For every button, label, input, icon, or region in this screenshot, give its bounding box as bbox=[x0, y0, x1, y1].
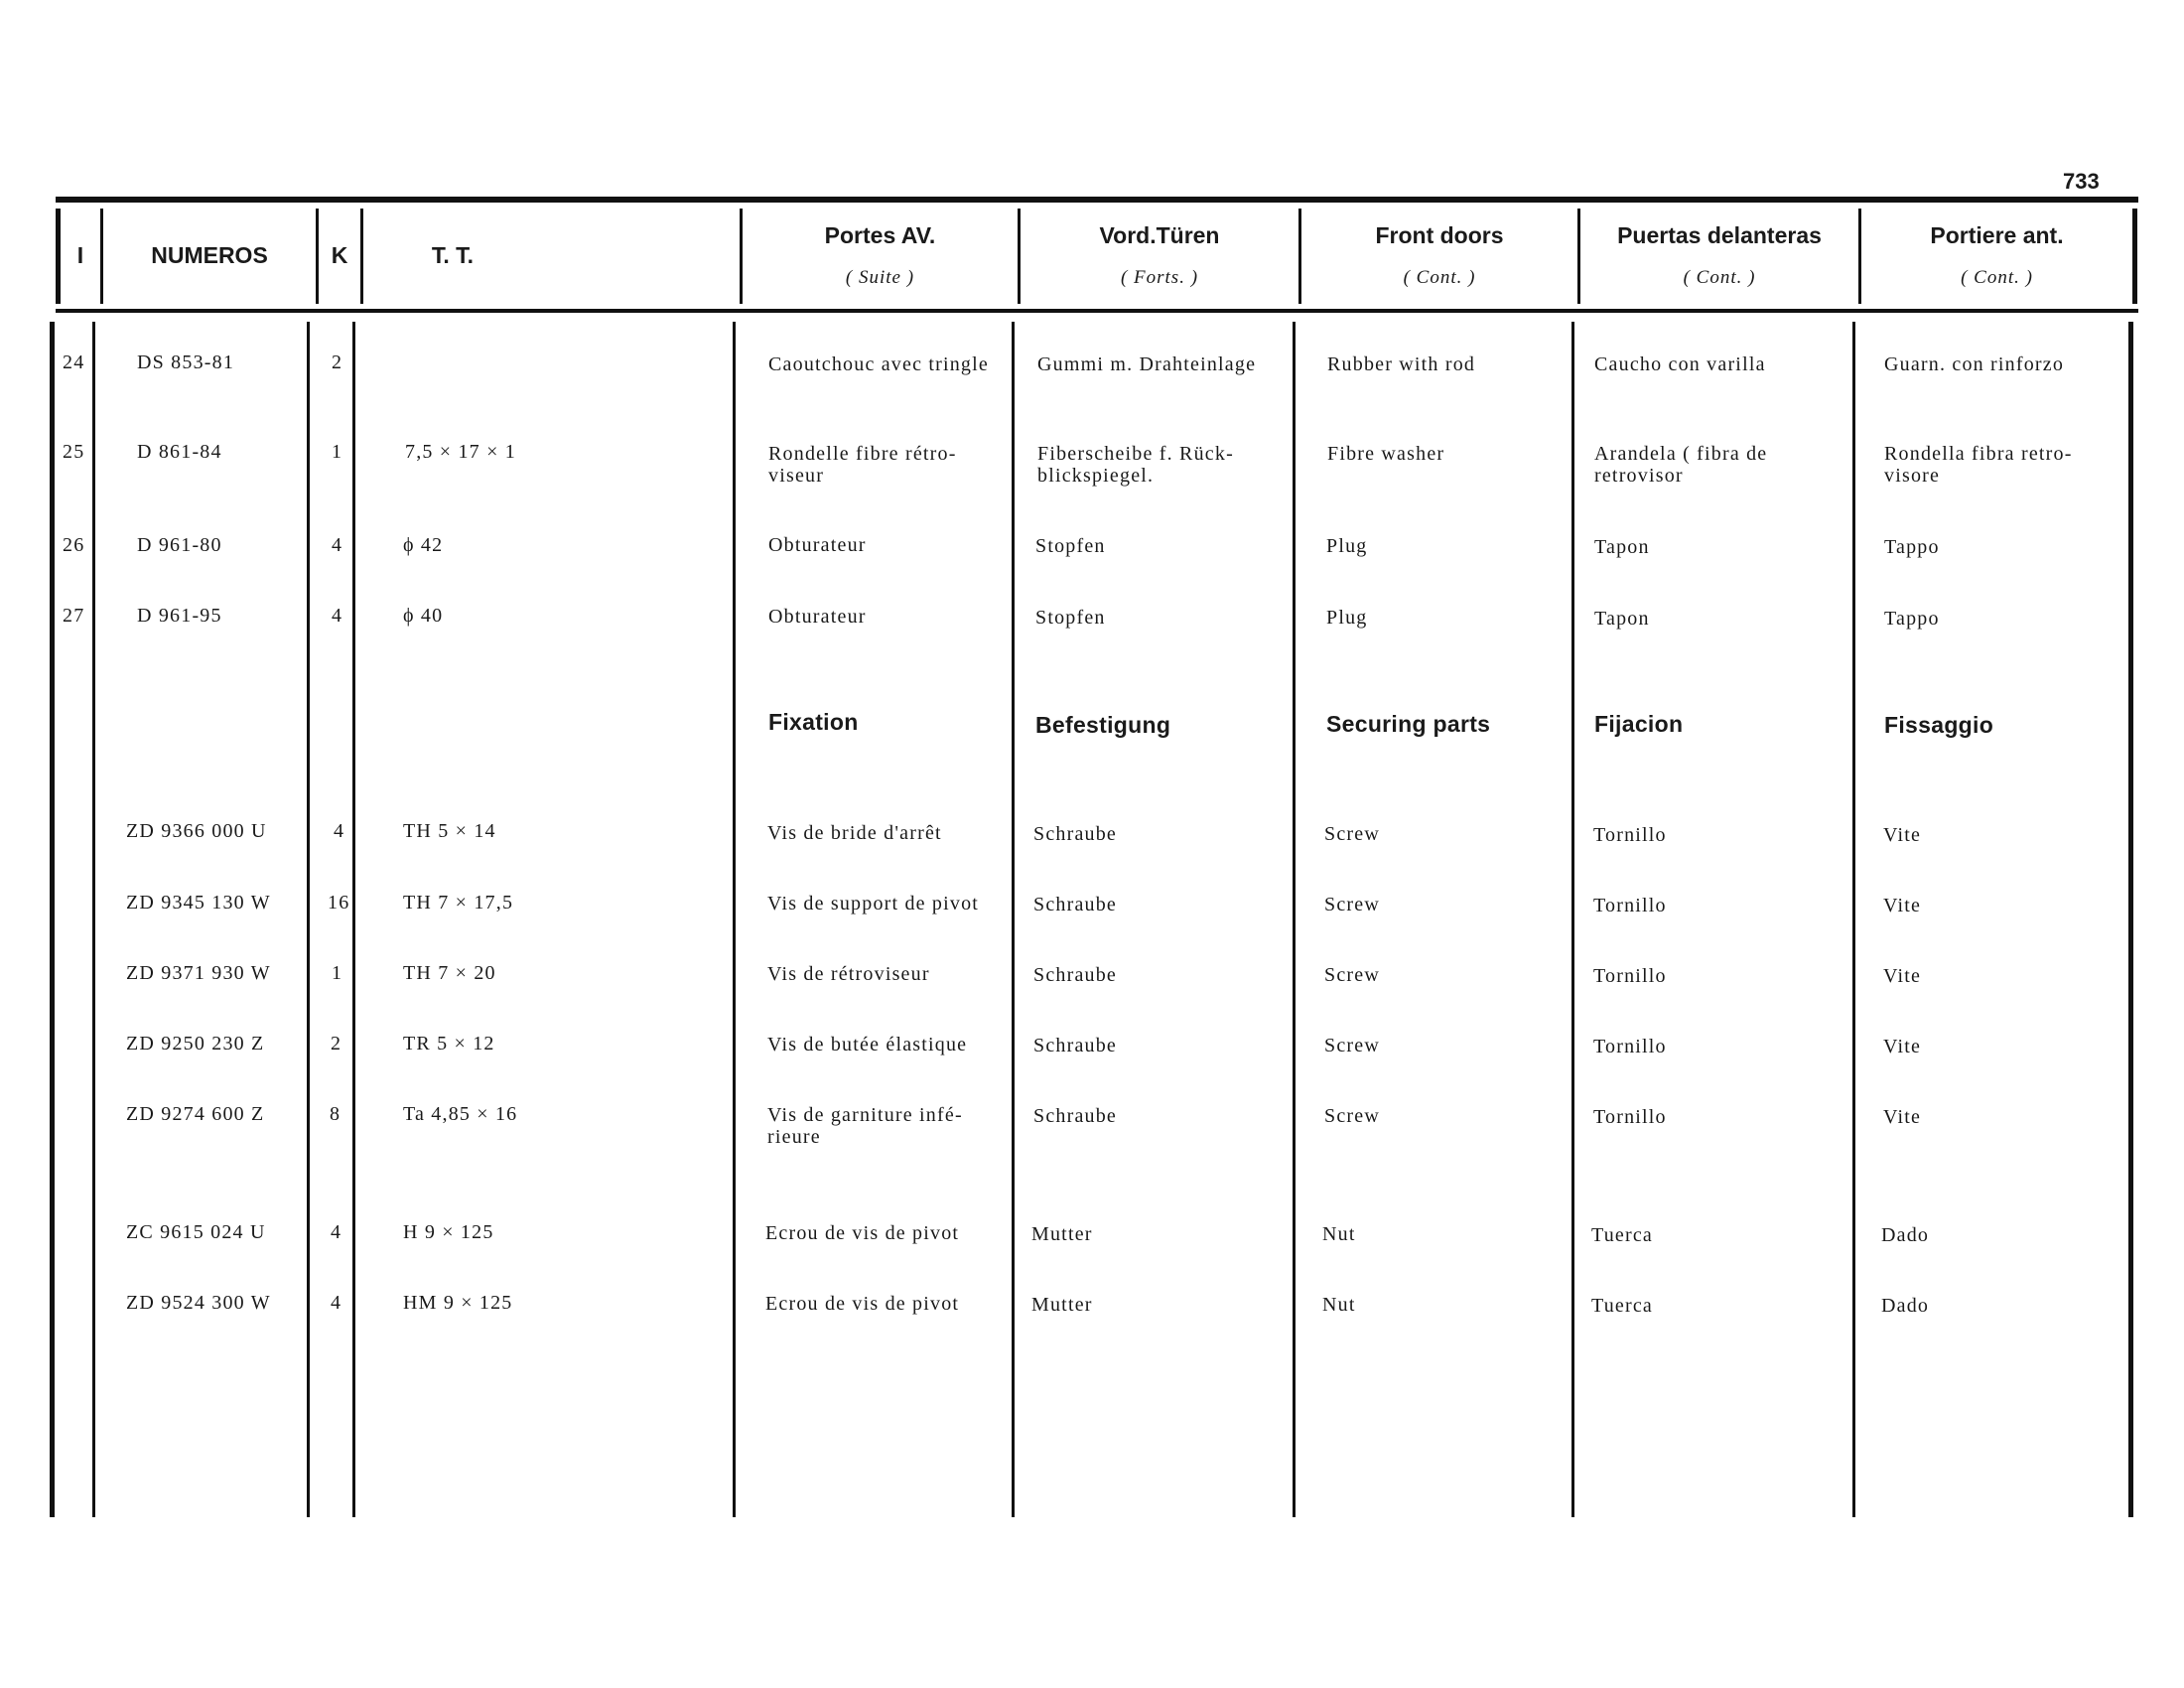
quantity: 8 bbox=[330, 1103, 341, 1125]
description-it: Dado bbox=[1881, 1224, 1930, 1246]
quantity: 1 bbox=[332, 441, 343, 463]
row-index: 26 bbox=[63, 534, 85, 556]
description-es: Tapon bbox=[1594, 608, 1650, 630]
quantity: 4 bbox=[334, 820, 345, 842]
description-en: Plug bbox=[1326, 607, 1368, 629]
description-en: Nut bbox=[1322, 1223, 1356, 1245]
column-rule bbox=[1852, 322, 1855, 1517]
part-number: ZD 9345 130 W bbox=[126, 892, 271, 914]
column-rule bbox=[2132, 209, 2137, 304]
quantity: 16 bbox=[328, 892, 350, 914]
dimensions: ϕ 40 bbox=[403, 605, 444, 627]
parts-table bbox=[56, 197, 2138, 1517]
description-es: Tornillo bbox=[1593, 824, 1667, 846]
description-fr: Vis de support de pivot bbox=[767, 893, 980, 914]
description-de: Stopfen bbox=[1035, 607, 1106, 629]
description-en: Screw bbox=[1324, 823, 1380, 845]
description-it: Vite bbox=[1883, 1106, 1922, 1128]
description-fr: Rondelle fibre rétro-viseur bbox=[768, 443, 957, 487]
quantity: 2 bbox=[332, 352, 343, 373]
description-es: Tuerca bbox=[1591, 1295, 1654, 1317]
header-spanish: Puertas delanteras ( Cont. ) bbox=[1617, 222, 1822, 288]
part-number: D 961-95 bbox=[137, 605, 222, 627]
dimensions: 7,5 × 17 × 1 bbox=[405, 441, 516, 463]
description-en: Nut bbox=[1322, 1294, 1356, 1316]
section-heading-it: Fissaggio bbox=[1884, 712, 1994, 738]
description-fr: Vis de garniture infé-rieure bbox=[767, 1104, 963, 1148]
part-number: ZC 9615 024 U bbox=[126, 1221, 266, 1243]
description-it: Vite bbox=[1883, 895, 1922, 916]
description-de: Schraube bbox=[1033, 823, 1118, 845]
header-k: K bbox=[331, 242, 348, 268]
description-es: Tornillo bbox=[1593, 895, 1667, 916]
part-number: ZD 9250 230 Z bbox=[126, 1033, 265, 1055]
quantity: 4 bbox=[331, 1292, 342, 1314]
description-fr: Obturateur bbox=[768, 606, 867, 628]
description-fr: Vis de butée élastique bbox=[767, 1034, 968, 1055]
dimensions: HM 9 × 125 bbox=[403, 1292, 513, 1314]
dimensions: TH 7 × 17,5 bbox=[403, 892, 514, 914]
table-header-rule bbox=[56, 309, 2138, 313]
column-rule bbox=[2128, 322, 2133, 1517]
description-en: Plug bbox=[1326, 535, 1368, 557]
part-number: ZD 9524 300 W bbox=[126, 1292, 271, 1314]
description-fr: Caoutchouc avec tringle bbox=[768, 353, 989, 375]
description-es: Tuerca bbox=[1591, 1224, 1654, 1246]
quantity: 1 bbox=[332, 962, 343, 984]
description-fr: Ecrou de vis de pivot bbox=[765, 1222, 960, 1244]
description-fr: Obturateur bbox=[768, 534, 867, 556]
row-index: 24 bbox=[63, 352, 85, 373]
part-number: ZD 9371 930 W bbox=[126, 962, 271, 984]
column-rule bbox=[50, 322, 55, 1517]
quantity: 4 bbox=[331, 1221, 342, 1243]
description-it: Tappo bbox=[1884, 608, 1940, 630]
section-heading-de: Befestigung bbox=[1035, 712, 1171, 738]
description-it: Guarn. con rinforzo bbox=[1884, 353, 2065, 375]
description-es: Tapon bbox=[1594, 536, 1650, 558]
row-index: 25 bbox=[63, 441, 85, 463]
column-rule bbox=[1571, 322, 1574, 1517]
description-de: Schraube bbox=[1033, 1105, 1118, 1127]
dimensions: H 9 × 125 bbox=[403, 1221, 494, 1243]
header-german: Vord.Türen ( Forts. ) bbox=[1099, 222, 1220, 288]
description-de: Gummi m. Drahteinlage bbox=[1037, 353, 1257, 375]
description-it: Vite bbox=[1883, 1036, 1922, 1057]
column-rule bbox=[352, 322, 355, 1517]
dimensions: ϕ 42 bbox=[403, 534, 444, 556]
description-de: Schraube bbox=[1033, 964, 1118, 986]
description-de: Schraube bbox=[1033, 894, 1118, 915]
description-es: Tornillo bbox=[1593, 1036, 1667, 1057]
header-english: Front doors ( Cont. ) bbox=[1375, 222, 1504, 288]
section-heading-fr: Fixation bbox=[768, 709, 859, 735]
quantity: 4 bbox=[332, 534, 343, 556]
dimensions: TR 5 × 12 bbox=[403, 1033, 495, 1055]
description-es: Caucho con varilla bbox=[1594, 353, 1766, 375]
description-es: Tornillo bbox=[1593, 1106, 1667, 1128]
header-french: Portes AV. ( Suite ) bbox=[824, 222, 936, 288]
header-italian: Portiere ant. ( Cont. ) bbox=[1930, 222, 2064, 288]
description-de: Fiberscheibe f. Rück-blickspiegel. bbox=[1037, 443, 1234, 487]
column-rule bbox=[1012, 322, 1015, 1517]
row-index: 27 bbox=[63, 605, 85, 627]
dimensions: TH 5 × 14 bbox=[403, 820, 496, 842]
dimensions: TH 7 × 20 bbox=[403, 962, 496, 984]
description-en: Screw bbox=[1324, 1105, 1380, 1127]
description-fr: Vis de bride d'arrêt bbox=[767, 822, 942, 844]
description-es: Arandela ( fibra de retrovisor bbox=[1594, 443, 1768, 487]
description-es: Tornillo bbox=[1593, 965, 1667, 987]
description-en: Screw bbox=[1324, 894, 1380, 915]
quantity: 4 bbox=[332, 605, 343, 627]
dimensions: Ta 4,85 × 16 bbox=[403, 1103, 518, 1125]
description-fr: Vis de rétroviseur bbox=[767, 963, 930, 985]
description-it: Vite bbox=[1883, 965, 1922, 987]
description-de: Mutter bbox=[1031, 1294, 1093, 1316]
description-en: Screw bbox=[1324, 1035, 1380, 1056]
section-heading-es: Fijacion bbox=[1594, 711, 1684, 737]
description-en: Fibre washer bbox=[1327, 443, 1445, 465]
description-en: Rubber with rod bbox=[1327, 353, 1476, 375]
column-rule bbox=[307, 322, 310, 1517]
column-rule bbox=[733, 322, 736, 1517]
header-i: I bbox=[76, 242, 84, 268]
header-numeros: NUMEROS bbox=[151, 242, 268, 268]
page-number: 733 bbox=[2063, 169, 2100, 194]
description-de: Mutter bbox=[1031, 1223, 1093, 1245]
column-rule bbox=[1293, 322, 1296, 1517]
description-it: Rondella fibra retro-visore bbox=[1884, 443, 2073, 487]
description-it: Dado bbox=[1881, 1295, 1930, 1317]
section-heading-en: Securing parts bbox=[1326, 711, 1491, 737]
part-number: ZD 9366 000 U bbox=[126, 820, 267, 842]
description-de: Stopfen bbox=[1035, 535, 1106, 557]
header-tt: T. T. bbox=[431, 242, 475, 268]
part-number: D 861-84 bbox=[137, 441, 222, 463]
description-en: Screw bbox=[1324, 964, 1380, 986]
part-number: ZD 9274 600 Z bbox=[126, 1103, 265, 1125]
part-number: DS 853-81 bbox=[137, 352, 235, 373]
description-fr: Ecrou de vis de pivot bbox=[765, 1293, 960, 1315]
description-de: Schraube bbox=[1033, 1035, 1118, 1056]
part-number: D 961-80 bbox=[137, 534, 222, 556]
quantity: 2 bbox=[331, 1033, 342, 1055]
description-it: Vite bbox=[1883, 824, 1922, 846]
column-rule bbox=[92, 322, 95, 1517]
description-it: Tappo bbox=[1884, 536, 1940, 558]
